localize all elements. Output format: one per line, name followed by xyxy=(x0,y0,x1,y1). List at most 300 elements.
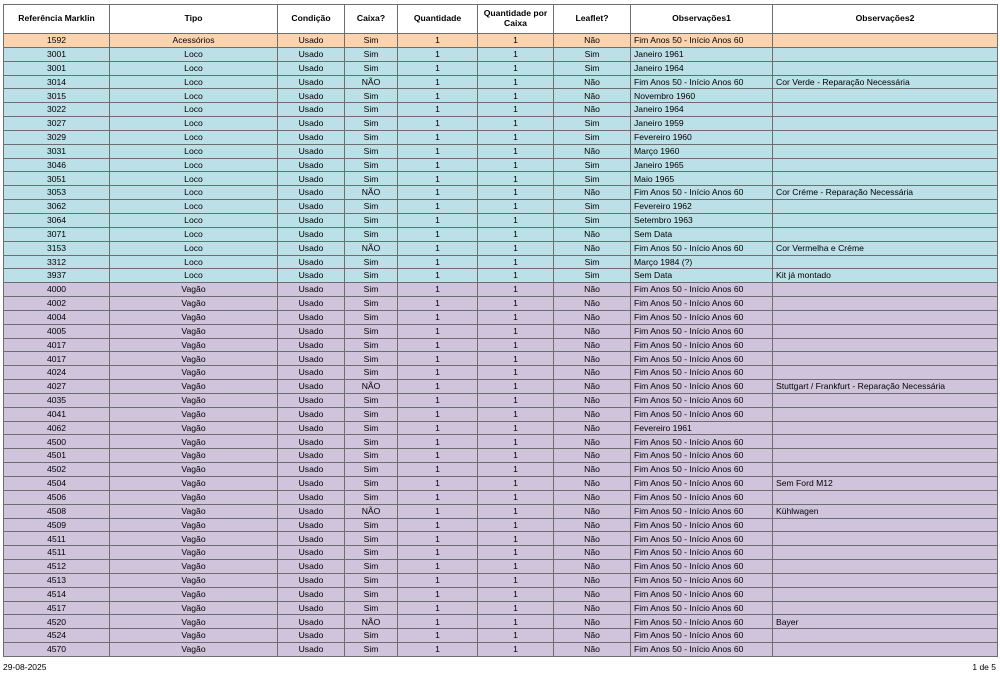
cell-leaflet: Não xyxy=(554,227,631,241)
table-row xyxy=(4,449,998,463)
cell-tipo: Loco xyxy=(110,269,278,283)
cell-leaflet: Sim xyxy=(554,255,631,269)
cell-quantidade: 1 xyxy=(398,34,478,48)
cell-observacoes2 xyxy=(773,144,998,158)
header-condicao: Condição xyxy=(278,5,345,34)
cell-condicao: Usado xyxy=(278,130,345,144)
cell-referencia: 4511 xyxy=(4,546,110,560)
cell-condicao: Usado xyxy=(278,47,345,61)
cell-observacoes2 xyxy=(773,587,998,601)
cell-observacoes1: Fim Anos 50 - Início Anos 60 xyxy=(631,352,773,366)
cell-referencia: 4017 xyxy=(4,352,110,366)
cell-referencia: 4517 xyxy=(4,601,110,615)
cell-leaflet: Não xyxy=(554,573,631,587)
cell-observacoes1: Fim Anos 50 - Início Anos 60 xyxy=(631,601,773,615)
cell-leaflet: Não xyxy=(554,186,631,200)
table-row xyxy=(4,213,998,227)
cell-condicao: Usado xyxy=(278,75,345,89)
cell-quantidade-por-caixa: 1 xyxy=(478,200,554,214)
cell-condicao: Usado xyxy=(278,532,345,546)
cell-referencia: 4002 xyxy=(4,297,110,311)
cell-condicao: Usado xyxy=(278,213,345,227)
cell-condicao: Usado xyxy=(278,504,345,518)
table-row xyxy=(4,366,998,380)
cell-quantidade: 1 xyxy=(398,310,478,324)
cell-observacoes1: Sem Data xyxy=(631,227,773,241)
cell-quantidade: 1 xyxy=(398,643,478,657)
cell-tipo: Loco xyxy=(110,89,278,103)
cell-quantidade-por-caixa: 1 xyxy=(478,435,554,449)
cell-quantidade: 1 xyxy=(398,463,478,477)
cell-condicao: Usado xyxy=(278,103,345,117)
cell-observacoes2 xyxy=(773,366,998,380)
cell-leaflet: Não xyxy=(554,310,631,324)
cell-observacoes1: Fim Anos 50 - Início Anos 60 xyxy=(631,310,773,324)
cell-tipo: Vagão xyxy=(110,477,278,491)
table-row xyxy=(4,310,998,324)
cell-leaflet: Não xyxy=(554,338,631,352)
cell-observacoes2 xyxy=(773,213,998,227)
cell-caixa: Sim xyxy=(345,490,398,504)
cell-tipo: Vagão xyxy=(110,352,278,366)
cell-caixa: Sim xyxy=(345,366,398,380)
table-row xyxy=(4,380,998,394)
cell-quantidade: 1 xyxy=(398,421,478,435)
cell-referencia: 4511 xyxy=(4,532,110,546)
cell-quantidade: 1 xyxy=(398,227,478,241)
cell-tipo: Loco xyxy=(110,241,278,255)
table-row xyxy=(4,587,998,601)
cell-quantidade-por-caixa: 1 xyxy=(478,546,554,560)
cell-quantidade-por-caixa: 1 xyxy=(478,449,554,463)
cell-condicao: Usado xyxy=(278,518,345,532)
cell-leaflet: Sim xyxy=(554,61,631,75)
cell-leaflet: Não xyxy=(554,449,631,463)
header-row xyxy=(4,5,998,34)
cell-observacoes1: Janeiro 1965 xyxy=(631,158,773,172)
cell-tipo: Vagão xyxy=(110,407,278,421)
cell-leaflet: Não xyxy=(554,629,631,643)
cell-observacoes1: Setembro 1963 xyxy=(631,213,773,227)
cell-leaflet: Sim xyxy=(554,213,631,227)
cell-referencia: 3153 xyxy=(4,241,110,255)
cell-quantidade-por-caixa: 1 xyxy=(478,241,554,255)
cell-observacoes1: Fim Anos 50 - Início Anos 60 xyxy=(631,34,773,48)
cell-quantidade: 1 xyxy=(398,380,478,394)
cell-quantidade-por-caixa: 1 xyxy=(478,518,554,532)
cell-condicao: Usado xyxy=(278,324,345,338)
cell-quantidade-por-caixa: 1 xyxy=(478,587,554,601)
header-quantidade: Quantidade xyxy=(398,5,478,34)
cell-quantidade: 1 xyxy=(398,269,478,283)
cell-observacoes1: Fim Anos 50 - Início Anos 60 xyxy=(631,560,773,574)
cell-quantidade-por-caixa: 1 xyxy=(478,130,554,144)
cell-quantidade-por-caixa: 1 xyxy=(478,601,554,615)
footer-page-number: 1 de 5 xyxy=(972,662,996,672)
cell-condicao: Usado xyxy=(278,546,345,560)
cell-observacoes1: Fim Anos 50 - Início Anos 60 xyxy=(631,241,773,255)
cell-quantidade: 1 xyxy=(398,75,478,89)
cell-condicao: Usado xyxy=(278,297,345,311)
cell-quantidade-por-caixa: 1 xyxy=(478,61,554,75)
table-row xyxy=(4,643,998,657)
cell-quantidade-por-caixa: 1 xyxy=(478,463,554,477)
cell-quantidade-por-caixa: 1 xyxy=(478,144,554,158)
cell-observacoes1: Fevereiro 1962 xyxy=(631,200,773,214)
cell-quantidade: 1 xyxy=(398,283,478,297)
table-row xyxy=(4,421,998,435)
cell-quantidade: 1 xyxy=(398,393,478,407)
cell-tipo: Loco xyxy=(110,103,278,117)
cell-tipo: Acessórios xyxy=(110,34,278,48)
cell-observacoes1: Fim Anos 50 - Início Anos 60 xyxy=(631,297,773,311)
cell-quantidade-por-caixa: 1 xyxy=(478,573,554,587)
cell-tipo: Vagão xyxy=(110,463,278,477)
table-row xyxy=(4,393,998,407)
table-row xyxy=(4,615,998,629)
cell-caixa: NÃO xyxy=(345,75,398,89)
table-row xyxy=(4,560,998,574)
cell-referencia: 3064 xyxy=(4,213,110,227)
cell-caixa: Sim xyxy=(345,34,398,48)
cell-condicao: Usado xyxy=(278,380,345,394)
cell-caixa: Sim xyxy=(345,532,398,546)
cell-leaflet: Não xyxy=(554,421,631,435)
cell-condicao: Usado xyxy=(278,629,345,643)
cell-leaflet: Sim xyxy=(554,269,631,283)
cell-tipo: Vagão xyxy=(110,310,278,324)
table-header xyxy=(4,5,998,34)
cell-caixa: Sim xyxy=(345,352,398,366)
cell-caixa: Sim xyxy=(345,643,398,657)
cell-tipo: Vagão xyxy=(110,380,278,394)
cell-leaflet: Não xyxy=(554,352,631,366)
cell-observacoes2 xyxy=(773,47,998,61)
cell-observacoes1: Fim Anos 50 - Início Anos 60 xyxy=(631,186,773,200)
cell-observacoes1: Fevereiro 1960 xyxy=(631,130,773,144)
cell-condicao: Usado xyxy=(278,463,345,477)
cell-quantidade-por-caixa: 1 xyxy=(478,338,554,352)
cell-quantidade-por-caixa: 1 xyxy=(478,227,554,241)
cell-tipo: Vagão xyxy=(110,573,278,587)
cell-caixa: NÃO xyxy=(345,186,398,200)
cell-quantidade-por-caixa: 1 xyxy=(478,393,554,407)
cell-leaflet: Não xyxy=(554,504,631,518)
cell-referencia: 3031 xyxy=(4,144,110,158)
cell-tipo: Loco xyxy=(110,117,278,131)
cell-referencia: 4506 xyxy=(4,490,110,504)
cell-caixa: Sim xyxy=(345,103,398,117)
cell-tipo: Loco xyxy=(110,144,278,158)
cell-caixa: Sim xyxy=(345,269,398,283)
cell-tipo: Vagão xyxy=(110,366,278,380)
inventory-table xyxy=(3,4,998,657)
cell-caixa: Sim xyxy=(345,463,398,477)
cell-observacoes1: Fim Anos 50 - Início Anos 60 xyxy=(631,380,773,394)
cell-leaflet: Não xyxy=(554,283,631,297)
cell-observacoes2 xyxy=(773,601,998,615)
cell-tipo: Vagão xyxy=(110,490,278,504)
cell-observacoes2: Kit já montado xyxy=(773,269,998,283)
cell-referencia: 3312 xyxy=(4,255,110,269)
cell-condicao: Usado xyxy=(278,352,345,366)
table-row xyxy=(4,532,998,546)
cell-condicao: Usado xyxy=(278,449,345,463)
cell-referencia: 3071 xyxy=(4,227,110,241)
cell-referencia: 4513 xyxy=(4,573,110,587)
cell-tipo: Vagão xyxy=(110,504,278,518)
table-row xyxy=(4,200,998,214)
table-row xyxy=(4,518,998,532)
cell-observacoes2 xyxy=(773,297,998,311)
table-row xyxy=(4,324,998,338)
cell-quantidade-por-caixa: 1 xyxy=(478,560,554,574)
cell-observacoes1: Fim Anos 50 - Início Anos 60 xyxy=(631,338,773,352)
cell-tipo: Vagão xyxy=(110,518,278,532)
cell-referencia: 4501 xyxy=(4,449,110,463)
cell-quantidade: 1 xyxy=(398,615,478,629)
cell-observacoes2: Cor Verde - Reparação Necessária xyxy=(773,75,998,89)
cell-observacoes1: Fim Anos 50 - Início Anos 60 xyxy=(631,435,773,449)
cell-caixa: Sim xyxy=(345,130,398,144)
cell-leaflet: Não xyxy=(554,297,631,311)
cell-tipo: Loco xyxy=(110,227,278,241)
cell-caixa: Sim xyxy=(345,310,398,324)
cell-observacoes1: Fim Anos 50 - Início Anos 60 xyxy=(631,477,773,491)
cell-caixa: Sim xyxy=(345,587,398,601)
cell-leaflet: Não xyxy=(554,34,631,48)
cell-condicao: Usado xyxy=(278,144,345,158)
cell-observacoes2: Kühlwagen xyxy=(773,504,998,518)
table-row xyxy=(4,352,998,366)
cell-quantidade: 1 xyxy=(398,477,478,491)
cell-quantidade-por-caixa: 1 xyxy=(478,297,554,311)
cell-referencia: 4570 xyxy=(4,643,110,657)
cell-quantidade-por-caixa: 1 xyxy=(478,47,554,61)
cell-referencia: 4024 xyxy=(4,366,110,380)
cell-condicao: Usado xyxy=(278,490,345,504)
cell-referencia: 4017 xyxy=(4,338,110,352)
cell-observacoes2 xyxy=(773,421,998,435)
cell-quantidade: 1 xyxy=(398,158,478,172)
cell-observacoes1: Fim Anos 50 - Início Anos 60 xyxy=(631,573,773,587)
cell-tipo: Vagão xyxy=(110,643,278,657)
cell-condicao: Usado xyxy=(278,573,345,587)
cell-observacoes2 xyxy=(773,449,998,463)
cell-leaflet: Não xyxy=(554,546,631,560)
cell-quantidade: 1 xyxy=(398,504,478,518)
cell-quantidade-por-caixa: 1 xyxy=(478,380,554,394)
table-row xyxy=(4,186,998,200)
cell-referencia: 4000 xyxy=(4,283,110,297)
cell-observacoes1: Fim Anos 50 - Início Anos 60 xyxy=(631,587,773,601)
table-row xyxy=(4,158,998,172)
cell-observacoes1: Maio 1965 xyxy=(631,172,773,186)
cell-quantidade: 1 xyxy=(398,47,478,61)
cell-leaflet: Sim xyxy=(554,172,631,186)
cell-quantidade: 1 xyxy=(398,518,478,532)
cell-observacoes1: Fim Anos 50 - Início Anos 60 xyxy=(631,449,773,463)
cell-leaflet: Não xyxy=(554,435,631,449)
cell-tipo: Vagão xyxy=(110,435,278,449)
cell-quantidade: 1 xyxy=(398,629,478,643)
cell-caixa: Sim xyxy=(345,421,398,435)
cell-condicao: Usado xyxy=(278,560,345,574)
table-row xyxy=(4,34,998,48)
cell-observacoes2 xyxy=(773,172,998,186)
footer-date: 29-08-2025 xyxy=(3,662,47,672)
cell-observacoes1: Fim Anos 50 - Início Anos 60 xyxy=(631,629,773,643)
cell-observacoes2 xyxy=(773,255,998,269)
cell-observacoes1: Janeiro 1964 xyxy=(631,61,773,75)
table-row xyxy=(4,130,998,144)
cell-caixa: Sim xyxy=(345,172,398,186)
cell-caixa: Sim xyxy=(345,560,398,574)
cell-observacoes2: Sem Ford M12 xyxy=(773,477,998,491)
cell-caixa: Sim xyxy=(345,449,398,463)
cell-referencia: 3027 xyxy=(4,117,110,131)
cell-condicao: Usado xyxy=(278,643,345,657)
header-observacoes2: Observações2 xyxy=(773,5,998,34)
cell-quantidade-por-caixa: 1 xyxy=(478,117,554,131)
cell-caixa: Sim xyxy=(345,158,398,172)
table-row xyxy=(4,573,998,587)
cell-referencia: 3051 xyxy=(4,172,110,186)
table-row xyxy=(4,477,998,491)
cell-quantidade-por-caixa: 1 xyxy=(478,158,554,172)
cell-tipo: Vagão xyxy=(110,587,278,601)
table-row xyxy=(4,241,998,255)
cell-quantidade: 1 xyxy=(398,587,478,601)
cell-quantidade: 1 xyxy=(398,449,478,463)
cell-observacoes2 xyxy=(773,490,998,504)
cell-observacoes2 xyxy=(773,560,998,574)
cell-caixa: Sim xyxy=(345,255,398,269)
cell-quantidade: 1 xyxy=(398,532,478,546)
cell-caixa: Sim xyxy=(345,89,398,103)
cell-condicao: Usado xyxy=(278,615,345,629)
cell-caixa: Sim xyxy=(345,47,398,61)
cell-observacoes2: Bayer xyxy=(773,615,998,629)
cell-referencia: 4504 xyxy=(4,477,110,491)
cell-condicao: Usado xyxy=(278,435,345,449)
table-row xyxy=(4,227,998,241)
cell-tipo: Loco xyxy=(110,200,278,214)
table-row xyxy=(4,117,998,131)
cell-quantidade: 1 xyxy=(398,601,478,615)
cell-observacoes2 xyxy=(773,352,998,366)
cell-observacoes1: Fevereiro 1961 xyxy=(631,421,773,435)
cell-tipo: Loco xyxy=(110,172,278,186)
table-row xyxy=(4,463,998,477)
cell-referencia: 3053 xyxy=(4,186,110,200)
cell-caixa: Sim xyxy=(345,283,398,297)
cell-referencia: 4520 xyxy=(4,615,110,629)
table-row xyxy=(4,172,998,186)
cell-quantidade: 1 xyxy=(398,241,478,255)
header-caixa: Caixa? xyxy=(345,5,398,34)
table-row xyxy=(4,490,998,504)
cell-observacoes2 xyxy=(773,117,998,131)
cell-quantidade-por-caixa: 1 xyxy=(478,421,554,435)
cell-tipo: Vagão xyxy=(110,297,278,311)
cell-quantidade: 1 xyxy=(398,61,478,75)
cell-caixa: Sim xyxy=(345,117,398,131)
cell-caixa: Sim xyxy=(345,518,398,532)
cell-referencia: 3029 xyxy=(4,130,110,144)
cell-quantidade-por-caixa: 1 xyxy=(478,532,554,546)
cell-referencia: 3062 xyxy=(4,200,110,214)
cell-observacoes2: Stuttgart / Frankfurt - Reparação Necessária xyxy=(773,380,998,394)
cell-condicao: Usado xyxy=(278,241,345,255)
cell-leaflet: Não xyxy=(554,477,631,491)
cell-observacoes1: Fim Anos 50 - Início Anos 60 xyxy=(631,407,773,421)
cell-quantidade-por-caixa: 1 xyxy=(478,213,554,227)
cell-observacoes1: Fim Anos 50 - Início Anos 60 xyxy=(631,546,773,560)
cell-referencia: 4035 xyxy=(4,393,110,407)
table-row xyxy=(4,283,998,297)
cell-tipo: Loco xyxy=(110,158,278,172)
cell-quantidade-por-caixa: 1 xyxy=(478,310,554,324)
cell-tipo: Loco xyxy=(110,213,278,227)
cell-observacoes2 xyxy=(773,573,998,587)
cell-observacoes1: Março 1960 xyxy=(631,144,773,158)
cell-tipo: Vagão xyxy=(110,601,278,615)
cell-quantidade: 1 xyxy=(398,546,478,560)
cell-observacoes2 xyxy=(773,200,998,214)
cell-tipo: Vagão xyxy=(110,560,278,574)
cell-leaflet: Não xyxy=(554,324,631,338)
cell-caixa: Sim xyxy=(345,61,398,75)
cell-leaflet: Não xyxy=(554,393,631,407)
cell-tipo: Vagão xyxy=(110,449,278,463)
cell-referencia: 3937 xyxy=(4,269,110,283)
table-row xyxy=(4,601,998,615)
cell-quantidade-por-caixa: 1 xyxy=(478,34,554,48)
cell-caixa: Sim xyxy=(345,393,398,407)
cell-tipo: Vagão xyxy=(110,421,278,435)
cell-tipo: Vagão xyxy=(110,615,278,629)
table-row xyxy=(4,75,998,89)
cell-leaflet: Não xyxy=(554,601,631,615)
cell-observacoes2 xyxy=(773,643,998,657)
cell-condicao: Usado xyxy=(278,393,345,407)
cell-condicao: Usado xyxy=(278,310,345,324)
cell-leaflet: Sim xyxy=(554,47,631,61)
cell-leaflet: Não xyxy=(554,241,631,255)
cell-quantidade-por-caixa: 1 xyxy=(478,629,554,643)
cell-observacoes2: Cor Vermelha e Créme xyxy=(773,241,998,255)
cell-referencia: 3001 xyxy=(4,47,110,61)
cell-referencia: 4027 xyxy=(4,380,110,394)
cell-quantidade: 1 xyxy=(398,573,478,587)
cell-referencia: 4514 xyxy=(4,587,110,601)
cell-leaflet: Sim xyxy=(554,130,631,144)
cell-caixa: Sim xyxy=(345,477,398,491)
cell-observacoes2 xyxy=(773,338,998,352)
cell-leaflet: Não xyxy=(554,103,631,117)
table-row xyxy=(4,47,998,61)
cell-quantidade: 1 xyxy=(398,130,478,144)
cell-condicao: Usado xyxy=(278,200,345,214)
cell-tipo: Vagão xyxy=(110,546,278,560)
cell-observacoes1: Fim Anos 50 - Início Anos 60 xyxy=(631,504,773,518)
cell-observacoes2 xyxy=(773,463,998,477)
cell-leaflet: Não xyxy=(554,518,631,532)
cell-referencia: 3001 xyxy=(4,61,110,75)
cell-condicao: Usado xyxy=(278,477,345,491)
cell-quantidade-por-caixa: 1 xyxy=(478,283,554,297)
